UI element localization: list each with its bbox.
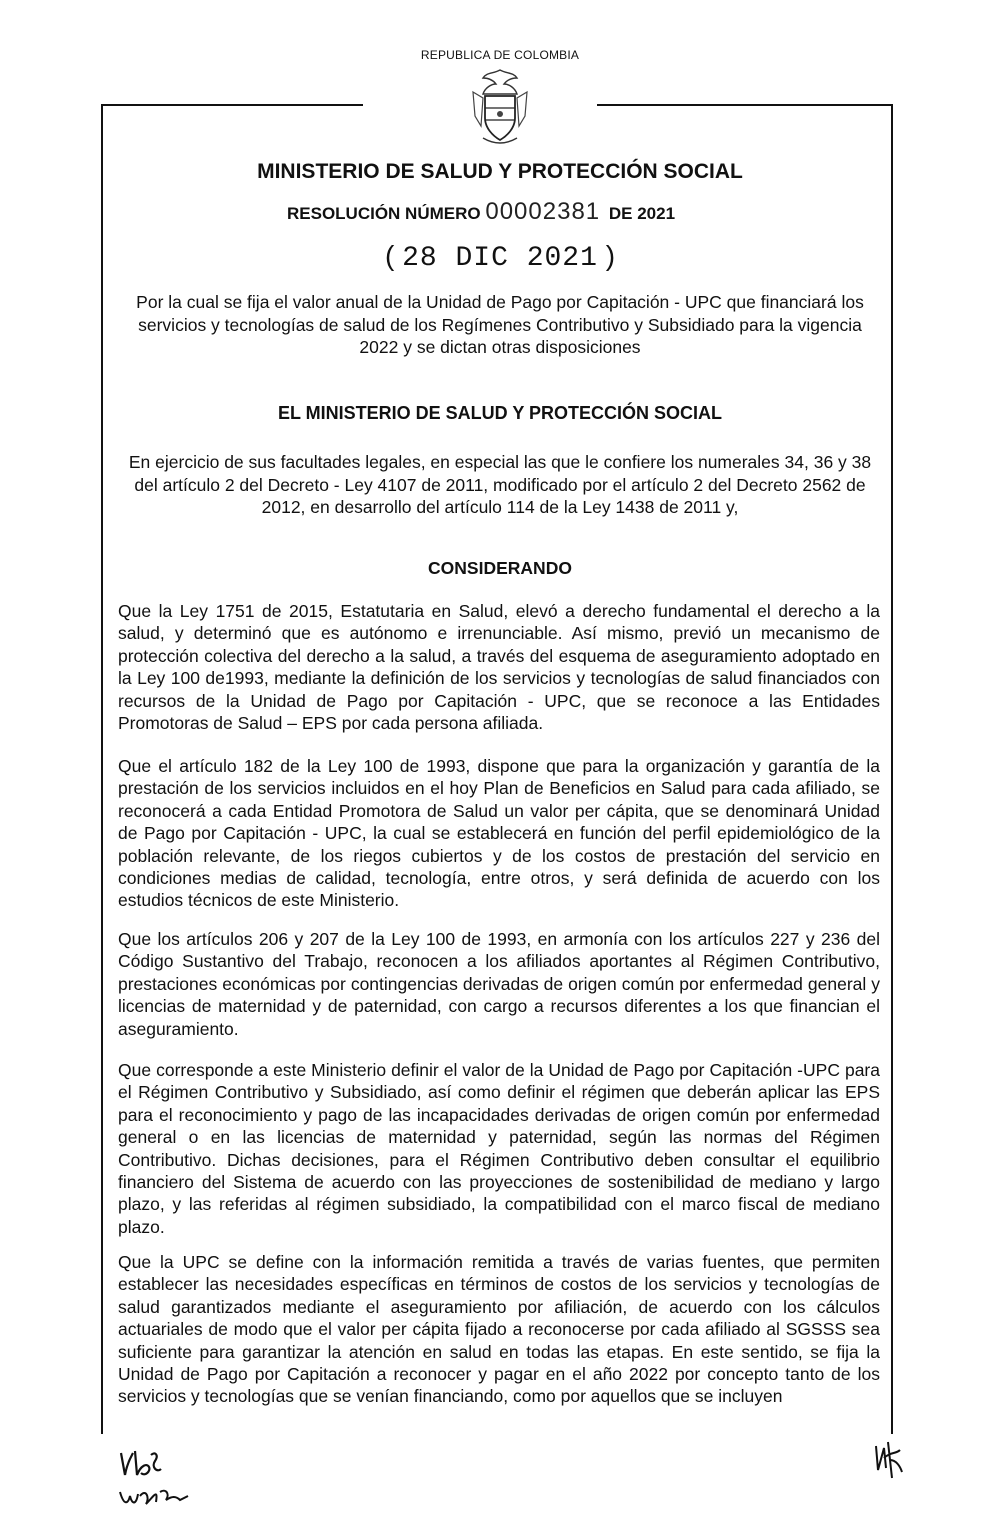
legal-powers: En ejercicio de sus facultades legales, en especial las que le confiere los numerales 34, 36 y 38 del artículo 2 del Decreto - Ley 4107 de 2011, modificado por el artículo 2 del Decreto 2562 de 2012, en desarrollo del artículo 114 de la Ley 1438 de 2011 y,: [128, 452, 872, 517]
date-open-paren: (: [384, 240, 395, 271]
country-header: REPUBLICA DE COLOMBIA: [420, 48, 580, 62]
resolution-subject: Por la cual se fija el valor anual de la Unidad de Pago por Capitación - UPC que financiará los servicios y tecnologías de salud de los Regímenes Contributivo y Subsidiado para la vigencia 2022 y se dictan otras disposiciones: [136, 292, 864, 357]
frame-top-left-border: [101, 104, 363, 106]
ministry-title: MINISTERIO DE SALUD Y PROTECCIÓN SOCIAL: [257, 160, 743, 183]
considerando-paragraph: Que los artículos 206 y 207 de la Ley 100 de 1993, en armonía con los artículos 227 y 236 del Código Sustantivo del Trabajo, reconocen a los afiliados aportantes al Régimen Contributivo, prestaciones económicas por contingencias derivadas de origen común por enfermedad general y licencias de maternidad y de paternidad, con cargo a recursos diferentes a los que financian el aseguramiento.: [118, 929, 880, 1039]
considerando-paragraph: Que la UPC se define con la información remitida a través de varias fuentes, que permiten establecer las necesidades específicas en términos de costos de los servicios y tecnologías de salud garantizados mediante el aseguramiento por afiliación, de acuerdo con los cálculos actuariales de modo que el valor per cápita fijado a reconocerse por cada afiliado al SGSSS sea suficiente para garantizar la atención en salud en todas las etapas. En este sentido, se fija la Unidad de Pago por Capitación a reconocer y pagar en el año 2022 por concepto tanto de los servicios y tecnologías que se venían financiando, como por aquellos que se incluyen: [118, 1252, 880, 1407]
authority-heading: EL MINISTERIO DE SALUD Y PROTECCIÓN SOCIAL: [277, 403, 723, 423]
frame-left-border: [101, 104, 103, 1434]
frame-top-right-border: [597, 104, 893, 106]
resolution-date: [0, 240, 1000, 274]
resolution-line: [287, 198, 675, 226]
considerando-paragraph: Que la Ley 1751 de 2015, Estatutaria en Salud, elevó a derecho fundamental el derecho a la salud, y determinó que es autónomo e irrenunciable. Así mismo, previó un mecanismo de protección colectiva del derecho a la salud, a través del esquema de aseguramiento adoptado en la Ley 100 de1993, mediante la definición de los servicios y tecnologías de salud financiados con recursos de la Unidad de Pago por Capitación - UPC, que se reconoce a las Entidades Promotoras de Salud – EPS por cada persona afiliada.: [118, 601, 880, 734]
considerando-paragraph: Que el artículo 182 de la Ley 100 de 1993, dispone que para la organización y garantía de la prestación de los servicios incluidos en el hoy Plan de Beneficios en Salud para cada afiliado, se reconocerá a cada Entidad Promotora de Salud un valor per cápita, que se denominará Unidad de Pago por Capitación - UPC, la cual se establecerá en función del perfil epidemiológico de la población relevante, de los riegos cubiertos y de los costos de prestación del servicio en condiciones medias de calidad, tecnología, entre otros, y será definida de acuerdo con los estudios técnicos de este Ministerio.: [118, 756, 880, 911]
resolution-year: DE 2021: [608, 204, 676, 223]
resolution-number-stamp: 00002381: [485, 198, 601, 225]
date-close-paren: ): [605, 240, 616, 271]
frame-right-border: [891, 104, 893, 1434]
date-stamp: 28 DIC 2021: [402, 243, 598, 274]
considerando-heading: CONSIDERANDO: [428, 558, 572, 578]
resolution-label: RESOLUCIÓN NÚMERO: [287, 204, 481, 223]
initials-signature: [870, 1438, 910, 1483]
colombia-coat-of-arms-icon: [463, 66, 537, 148]
initials-signature: [116, 1478, 196, 1518]
considerando-paragraph: Que corresponde a este Ministerio definir el valor de la Unidad de Pago por Capitación -UPC para el Régimen Contributivo y Subsidiado, así como definir el régimen que deberán aplicar las EPS para el reconocimiento y pago de las incapacidades derivadas de origen común por enfermedad general o en las licencias de maternidad y paternidad, según las normas del Régimen Contributivo. Dichas decisiones, para el Régimen Contributivo deben consultar el equilibrio financiero del Sistema de acuerdo con las proyecciones de sostenibilidad de mediano y largo plazo, y las referidas al régimen subsidiado, la compatibilidad con el marco fiscal de mediano plazo.: [118, 1060, 880, 1237]
